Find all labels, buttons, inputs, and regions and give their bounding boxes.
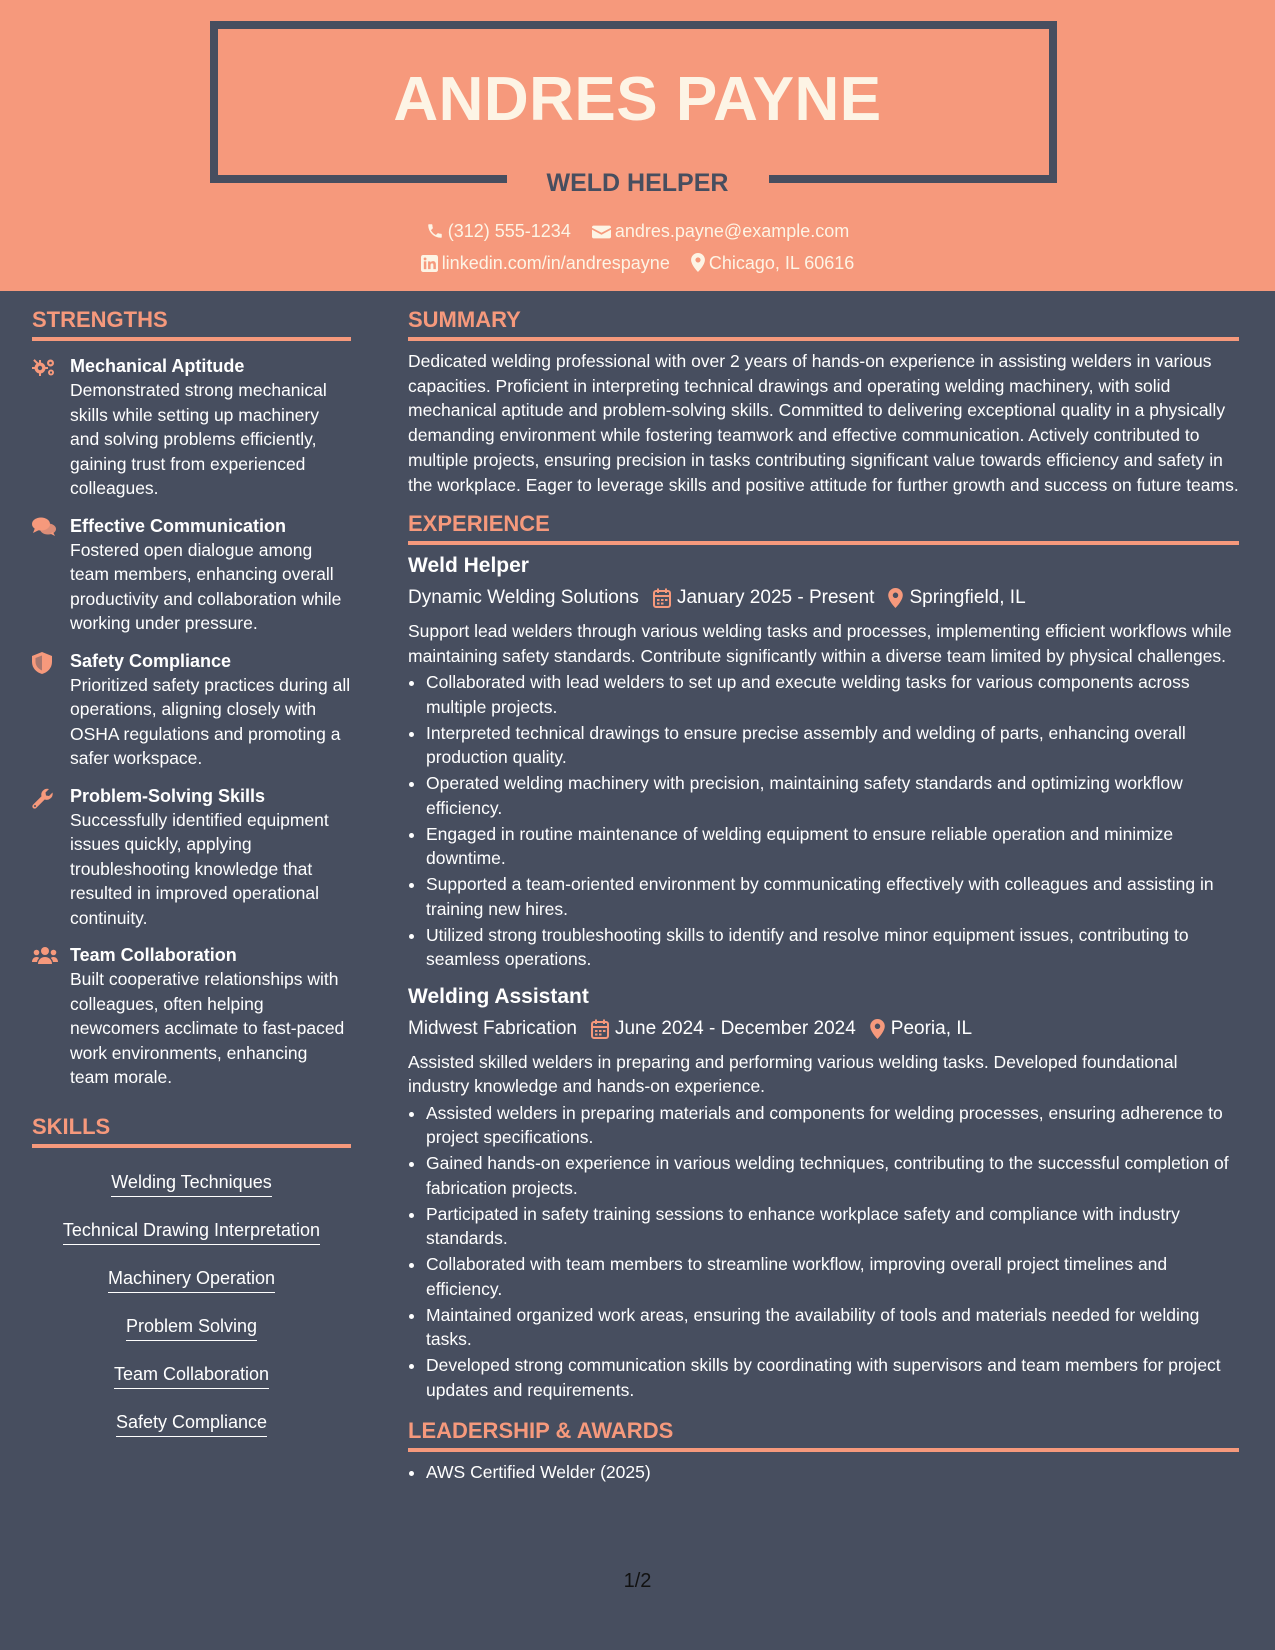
- strength-desc: Successfully identified equipment issues quickly, applying troubleshooting knowledge that resulted in improved operational continuity.: [70, 809, 329, 928]
- skill-item: Welding Techniques: [111, 1170, 271, 1197]
- job-company: Dynamic Welding Solutions: [408, 587, 639, 609]
- wrench-icon: [32, 787, 54, 809]
- map-marker-icon: [888, 588, 903, 608]
- main-content: [408, 305, 1239, 1486]
- job-meta: [408, 1014, 1239, 1044]
- awards-list: [408, 1460, 1239, 1485]
- job-meta: [408, 583, 1239, 613]
- map-marker-icon: [691, 253, 705, 272]
- bullet-item: • Gained hands-on experience in various welding techniques, contributing to the successful completion of fabrication projects.: [426, 1151, 1239, 1200]
- job-bullets: [408, 1101, 1239, 1403]
- header-banner: [0, 0, 1275, 291]
- strength-item: [32, 514, 351, 636]
- skills-title: SKILLS: [32, 1112, 351, 1148]
- strength-desc: Fostered open dialogue among team members, enhancing overall productivity and collaboration while working under pressure.: [70, 539, 342, 633]
- experience-title: EXPERIENCE: [408, 509, 1239, 545]
- skill-item: Team Collaboration: [114, 1362, 269, 1389]
- strengths-title: STRENGTHS: [32, 305, 351, 341]
- skills-list: [32, 1160, 351, 1448]
- users-icon: [32, 946, 58, 964]
- awards-title: LEADERSHIP & AWARDS: [408, 1416, 1239, 1452]
- calendar-icon: [653, 588, 671, 608]
- skill-item: Technical Drawing Interpretation: [63, 1218, 320, 1245]
- contact-row-2: [0, 251, 1275, 275]
- envelope-icon: [592, 224, 611, 240]
- strength-item: [32, 784, 351, 931]
- linkedin-icon: [421, 255, 438, 272]
- bullet-item: • Participated in safety training sessions to enhance workplace safety and compliance with industry standards.: [426, 1202, 1239, 1251]
- bullet-item: • Utilized strong troubleshooting skills to identify and resolve minor equipment issues, contributing to seamless operations.: [426, 923, 1239, 972]
- location-contact: [691, 251, 854, 275]
- summary-text: Dedicated welding professional with over 2 years of hands-on experience in assisting welders in various capacities. Proficient in interpreting technical drawings and operating welding machinery, with solid mechanical aptitude and problem-solving skills. Committed to delivering exceptional quality in a physically demanding environment while fostering teamwork and effective communication. Actively contributed to multiple projects, ensuring precision in tasks contributing significant value towards efficiency and safety in the workplace. Eager to leverage skills and positive attitude for further growth and success on future teams.: [408, 351, 1239, 495]
- map-marker-icon: [870, 1019, 885, 1039]
- skill-item: Problem Solving: [126, 1314, 257, 1341]
- bullet-item: • Engaged in routine maintenance of welding equipment to ensure reliable operation and minimize downtime.: [426, 822, 1239, 871]
- candidate-name: ANDRES PAYNE: [393, 65, 882, 134]
- strength-title: Team Collaboration: [70, 945, 237, 965]
- summary-title: SUMMARY: [408, 305, 1239, 341]
- job-dates: January 2025 - Present: [676, 587, 875, 609]
- skill-item: Safety Compliance: [116, 1410, 267, 1437]
- contact-row-1: [0, 219, 1275, 243]
- job-location: Springfield, IL: [909, 587, 1026, 609]
- strength-desc: Built cooperative relationships with colleagues, often helping newcomers acclimate to fast-paced work environments, enhancing team morale.: [70, 969, 345, 1087]
- job-entry: [408, 551, 1239, 972]
- calendar-icon: [591, 1019, 609, 1039]
- award-item: • AWS Certified Welder (2025): [426, 1460, 1239, 1485]
- job-desc: Assisted skilled welders in preparing and performing various welding tasks. Developed foundational industry knowledge and hands-on experience.: [408, 1051, 1178, 1097]
- phone-icon: [426, 222, 444, 240]
- strength-item: [32, 943, 351, 1090]
- email-contact[interactable]: [592, 219, 849, 243]
- job-role: Welding Assistant: [408, 984, 589, 1008]
- bullet-item: • Operated welding machinery with precision, maintaining safety standards and optimizing workflow efficiency.: [426, 771, 1239, 820]
- bullet-item: • Collaborated with team members to streamline workflow, improving overall project timelines and efficiency.: [426, 1252, 1239, 1301]
- strength-item: [32, 354, 351, 501]
- bullet-item: • Interpreted technical drawings to ensure precise assembly and welding of parts, enhancing overall production quality.: [426, 721, 1239, 770]
- job-location: Peoria, IL: [890, 1017, 973, 1039]
- job-entry: [408, 982, 1239, 1403]
- strength-item: [32, 649, 351, 771]
- bullet-item: • Assisted welders in preparing materials and components for welding processes, ensuring adherence to project specifications.: [426, 1101, 1239, 1150]
- strength-title: Safety Compliance: [70, 650, 232, 671]
- gears-icon: [32, 357, 56, 377]
- job-dates: June 2024 - December 2024: [614, 1017, 856, 1039]
- email-text: andres.payne@example.com: [614, 221, 850, 241]
- page-number: 1/2: [623, 1570, 652, 1592]
- strength-title: Mechanical Aptitude: [70, 356, 245, 376]
- job-company: Midwest Fabrication: [408, 1017, 577, 1039]
- strength-title: Problem-Solving Skills: [70, 785, 266, 806]
- bullet-item: • Maintained organized work areas, ensuring the availability of tools and materials needed for welding tasks.: [426, 1303, 1239, 1352]
- phone-text: (312) 555-1234: [447, 221, 571, 241]
- job-desc: Support lead welders through various welding tasks and processes, implementing efficient workflows while maintaining safety standards. Contribute significantly within a diverse team limited by physical challenges.: [408, 621, 1232, 666]
- shield-icon: [32, 652, 52, 674]
- bullet-item: • Supported a team-oriented environment by communicating effectively with colleagues and assisting in training new hires.: [426, 872, 1239, 921]
- bullet-item: • Collaborated with lead welders to set up and execute welding tasks for various components across multiple projects.: [426, 670, 1239, 719]
- job-title: WELD HELPER: [546, 169, 729, 197]
- location-text: Chicago, IL 60616: [708, 253, 855, 273]
- linkedin-text: linkedin.com/in/andrespayne: [441, 253, 670, 273]
- bullet-item: • Developed strong communication skills by coordinating with supervisors and team members for project updates and requirements.: [426, 1353, 1239, 1402]
- skill-item: Machinery Operation: [108, 1266, 275, 1293]
- phone-contact[interactable]: [426, 219, 571, 243]
- strength-desc: Prioritized safety practices during all operations, aligning closely with OSHA regulations and promoting a safer workspace.: [70, 674, 351, 768]
- comments-icon: [32, 517, 56, 537]
- strength-desc: Demonstrated strong mechanical skills while setting up machinery and solving problems efficiently, gaining trust from experienced colleagues.: [70, 380, 327, 498]
- job-bullets: [408, 670, 1239, 972]
- strength-title: Effective Communication: [70, 515, 287, 536]
- linkedin-contact[interactable]: [421, 251, 670, 275]
- job-role: Weld Helper: [408, 554, 529, 578]
- sidebar: [32, 305, 351, 1448]
